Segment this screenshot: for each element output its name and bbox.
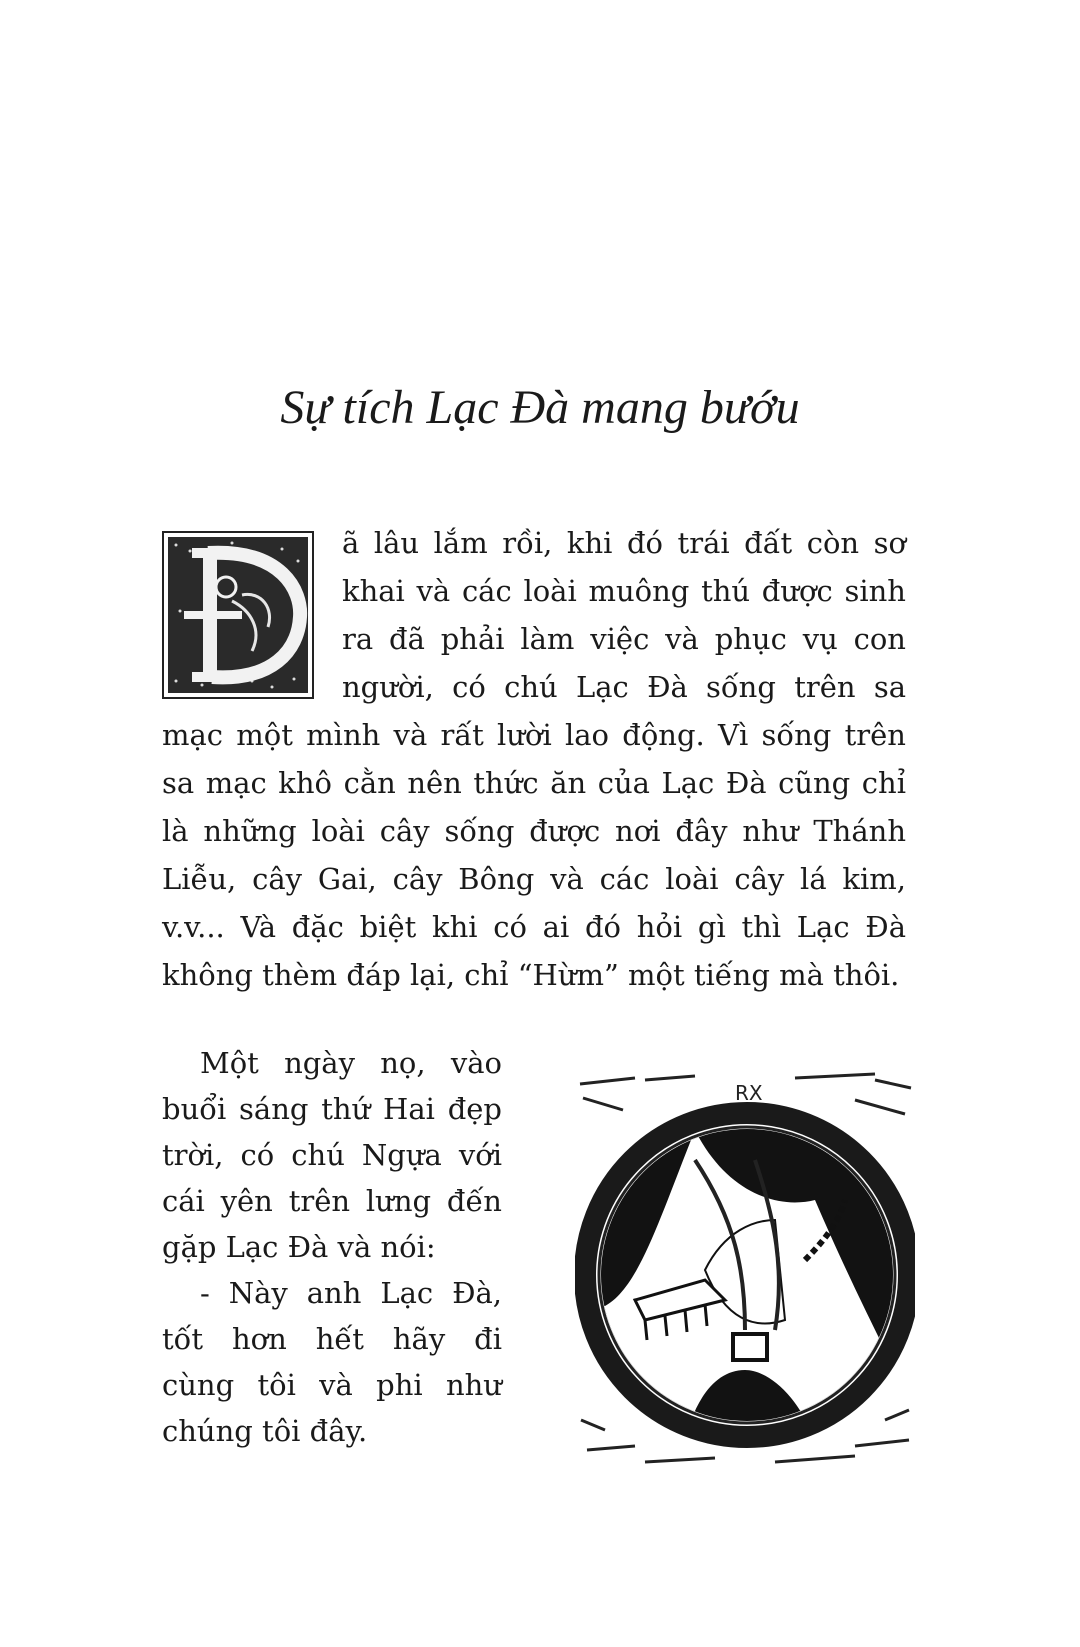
story-body-continued bbox=[162, 1040, 502, 1454]
illustration-inscription: RX bbox=[735, 1081, 763, 1105]
story-title: Sự tích Lạc Đà mang bướu bbox=[280, 381, 800, 434]
dropcap-illustration bbox=[162, 531, 314, 699]
paragraph-2: Một ngày nọ, vào buổi sáng thứ Hai đẹp trời, có chú Ngựa với cái yên trên lưng đến gặp Lạc Đà và nói: bbox=[162, 1046, 502, 1264]
paragraph-3: - Này anh Lạc Đà, tốt hơn hết hãy đi cùng tôi và phi như chúng tôi đây. bbox=[162, 1276, 502, 1448]
story-body bbox=[162, 519, 906, 999]
paragraph-1: ã lâu lắm rồi, khi đó trái đất còn sơ khai và các loài muông thú được sinh ra đã phải làm việc và phục vụ con người, có chú Lạc Đà sống trên sa mạc một mình và rất lười lao động. Vì sống trên sa mạc khô cằn nên thức ăn của Lạc Đà cũng chỉ là những loài cây sống được nơi đây như Thánh Liễu, cây Gai, cây Bông và các loài cây lá kim, v.v... Và đặc biệt khi có ai đó hỏi gì thì Lạc Đà không thèm đáp lại, chỉ “Hừm” một tiếng mà thôi. bbox=[162, 526, 906, 992]
horse-saddle-illustration bbox=[575, 1070, 915, 1480]
